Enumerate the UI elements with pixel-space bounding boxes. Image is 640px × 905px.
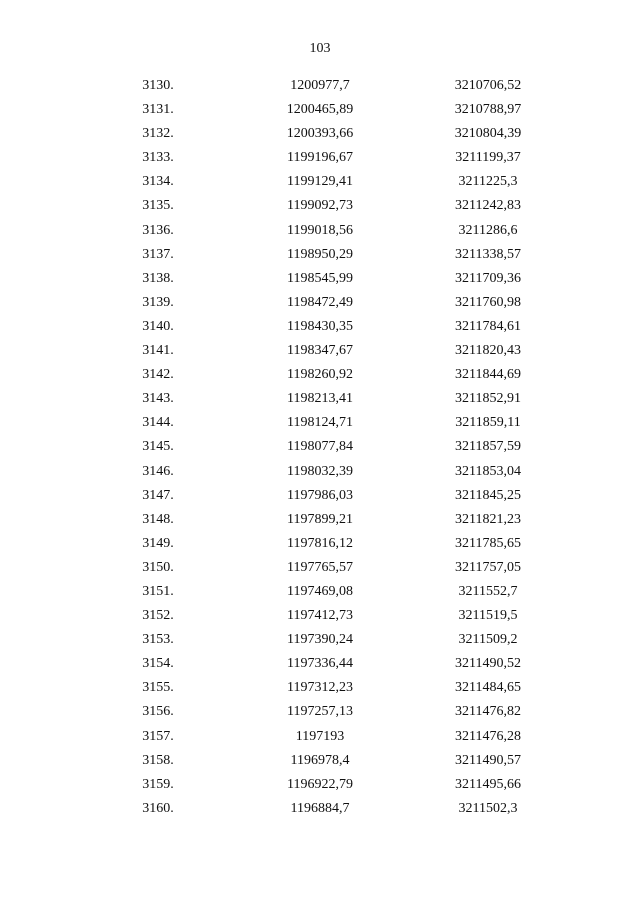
y-coordinate-cell: 3211844,69 <box>455 367 521 383</box>
point-number-cell: 3134. <box>142 174 174 190</box>
y-coordinate-cell: 3211338,57 <box>455 246 521 262</box>
x-coordinate-cell: 1196922,79 <box>287 776 353 792</box>
x-coordinate-cell: 1198430,35 <box>287 318 353 334</box>
y-coordinate-cell: 3211709,36 <box>455 270 521 286</box>
y-coordinate-cell: 3211495,66 <box>455 776 521 792</box>
table-row <box>0 315 640 339</box>
y-coordinate-cell: 3211519,5 <box>458 608 518 624</box>
point-number-cell: 3152. <box>142 608 174 624</box>
table-row <box>0 604 640 628</box>
x-coordinate-cell: 1198124,71 <box>287 415 353 431</box>
x-coordinate-cell: 1197336,44 <box>287 656 353 672</box>
coordinates-table <box>0 74 640 821</box>
y-coordinate-cell: 3211857,59 <box>455 439 521 455</box>
y-coordinate-cell: 3211490,57 <box>455 752 521 768</box>
point-number-cell: 3147. <box>142 487 174 503</box>
table-row <box>0 556 640 580</box>
point-number-cell: 3146. <box>142 463 174 479</box>
point-number-cell: 3156. <box>142 704 174 720</box>
table-row <box>0 411 640 435</box>
point-number-cell: 3139. <box>142 294 174 310</box>
point-number-cell: 3157. <box>142 728 174 744</box>
table-row <box>0 291 640 315</box>
x-coordinate-cell: 1197193 <box>295 728 345 744</box>
x-coordinate-cell: 1197412,73 <box>287 608 353 624</box>
y-coordinate-cell: 3211785,65 <box>455 535 521 551</box>
x-coordinate-cell: 1196884,7 <box>290 800 350 816</box>
x-coordinate-cell: 1197257,13 <box>287 704 353 720</box>
x-coordinate-cell: 1196978,4 <box>290 752 350 768</box>
x-coordinate-cell: 1197765,57 <box>287 559 353 575</box>
point-number-cell: 3131. <box>142 102 174 118</box>
y-coordinate-cell: 3211509,2 <box>458 632 518 648</box>
table-row <box>0 122 640 146</box>
table-row <box>0 532 640 556</box>
point-number-cell: 3160. <box>142 800 174 816</box>
y-coordinate-cell: 3211199,37 <box>455 150 521 166</box>
table-row <box>0 146 640 170</box>
y-coordinate-cell: 3211853,04 <box>455 463 521 479</box>
point-number-cell: 3148. <box>142 511 174 527</box>
table-row <box>0 749 640 773</box>
table-row <box>0 387 640 411</box>
table-row <box>0 700 640 724</box>
x-coordinate-cell: 1199092,73 <box>287 198 353 214</box>
table-row <box>0 243 640 267</box>
point-number-cell: 3143. <box>142 391 174 407</box>
x-coordinate-cell: 1198213,41 <box>287 391 353 407</box>
point-number-cell: 3144. <box>142 415 174 431</box>
point-number-cell: 3151. <box>142 583 174 599</box>
table-row <box>0 580 640 604</box>
x-coordinate-cell: 1197312,23 <box>287 680 353 696</box>
x-coordinate-cell: 1198950,29 <box>287 246 353 262</box>
y-coordinate-cell: 3211490,52 <box>455 656 521 672</box>
x-coordinate-cell: 1198077,84 <box>287 439 353 455</box>
x-coordinate-cell: 1197986,03 <box>287 487 353 503</box>
x-coordinate-cell: 1198032,39 <box>287 463 353 479</box>
point-number-cell: 3141. <box>142 343 174 359</box>
point-number-cell: 3159. <box>142 776 174 792</box>
table-row <box>0 484 640 508</box>
point-number-cell: 3154. <box>142 656 174 672</box>
y-coordinate-cell: 3210706,52 <box>454 78 522 93</box>
table-row <box>0 435 640 459</box>
table-row <box>0 267 640 291</box>
point-number-cell: 3150. <box>142 559 174 575</box>
x-coordinate-cell: 1199196,67 <box>287 150 353 166</box>
point-number-cell: 3142. <box>142 367 174 383</box>
x-coordinate-cell: 1198260,92 <box>287 367 353 383</box>
point-number-cell: 3155. <box>142 680 174 696</box>
y-coordinate-cell: 3211821,23 <box>455 511 521 527</box>
y-coordinate-cell: 3211757,05 <box>455 559 521 575</box>
y-coordinate-cell: 3210804,39 <box>454 126 522 142</box>
y-coordinate-cell: 3211286,6 <box>458 222 518 238</box>
page-number: 103 <box>309 41 331 56</box>
y-coordinate-cell: 3211242,83 <box>455 198 521 214</box>
point-number-cell: 3138. <box>142 270 174 286</box>
x-coordinate-cell: 1198472,49 <box>287 294 353 310</box>
table-row <box>0 74 640 98</box>
point-number-cell: 3136. <box>142 222 174 238</box>
x-coordinate-cell: 1197469,08 <box>287 583 353 599</box>
table-row <box>0 460 640 484</box>
table-row <box>0 363 640 387</box>
x-coordinate-cell: 1200393,66 <box>286 126 354 142</box>
y-coordinate-cell: 3210788,97 <box>454 102 522 118</box>
point-number-cell: 3132. <box>142 126 174 142</box>
x-coordinate-cell: 1200977,7 <box>290 78 350 93</box>
y-coordinate-cell: 3211852,91 <box>455 391 521 407</box>
table-row <box>0 194 640 218</box>
table-row <box>0 676 640 700</box>
y-coordinate-cell: 3211552,7 <box>458 583 518 599</box>
x-coordinate-cell: 1200465,89 <box>286 102 354 118</box>
point-number-cell: 3153. <box>142 632 174 648</box>
y-coordinate-cell: 3211484,65 <box>455 680 521 696</box>
point-number-cell: 3137. <box>142 246 174 262</box>
x-coordinate-cell: 1198545,99 <box>287 270 353 286</box>
x-coordinate-cell: 1197899,21 <box>287 511 353 527</box>
y-coordinate-cell: 3211820,43 <box>455 343 521 359</box>
y-coordinate-cell: 3211845,25 <box>455 487 521 503</box>
table-row <box>0 797 640 821</box>
table-row <box>0 508 640 532</box>
x-coordinate-cell: 1197816,12 <box>287 535 353 551</box>
x-coordinate-cell: 1197390,24 <box>287 632 353 648</box>
y-coordinate-cell: 3211476,82 <box>455 704 521 720</box>
table-row <box>0 725 640 749</box>
point-number-cell: 3158. <box>142 752 174 768</box>
x-coordinate-cell: 1199018,56 <box>287 222 353 238</box>
y-coordinate-cell: 3211859,11 <box>455 415 521 431</box>
y-coordinate-cell: 3211760,98 <box>455 294 521 310</box>
point-number-cell: 3149. <box>142 535 174 551</box>
point-number-cell: 3130. <box>142 78 174 93</box>
table-row <box>0 98 640 122</box>
x-coordinate-cell: 1199129,41 <box>287 174 353 190</box>
x-coordinate-cell: 1198347,67 <box>287 343 353 359</box>
point-number-cell: 3145. <box>142 439 174 455</box>
point-number-cell: 3140. <box>142 318 174 334</box>
point-number-cell: 3135. <box>142 198 174 214</box>
y-coordinate-cell: 3211502,3 <box>458 800 518 816</box>
y-coordinate-cell: 3211225,3 <box>458 174 518 190</box>
y-coordinate-cell: 3211784,61 <box>455 318 521 334</box>
table-row <box>0 339 640 363</box>
y-coordinate-cell: 3211476,28 <box>455 728 521 744</box>
table-row <box>0 628 640 652</box>
table-row <box>0 652 640 676</box>
table-row <box>0 773 640 797</box>
table-row <box>0 170 640 194</box>
point-number-cell: 3133. <box>142 150 174 166</box>
table-row <box>0 219 640 243</box>
